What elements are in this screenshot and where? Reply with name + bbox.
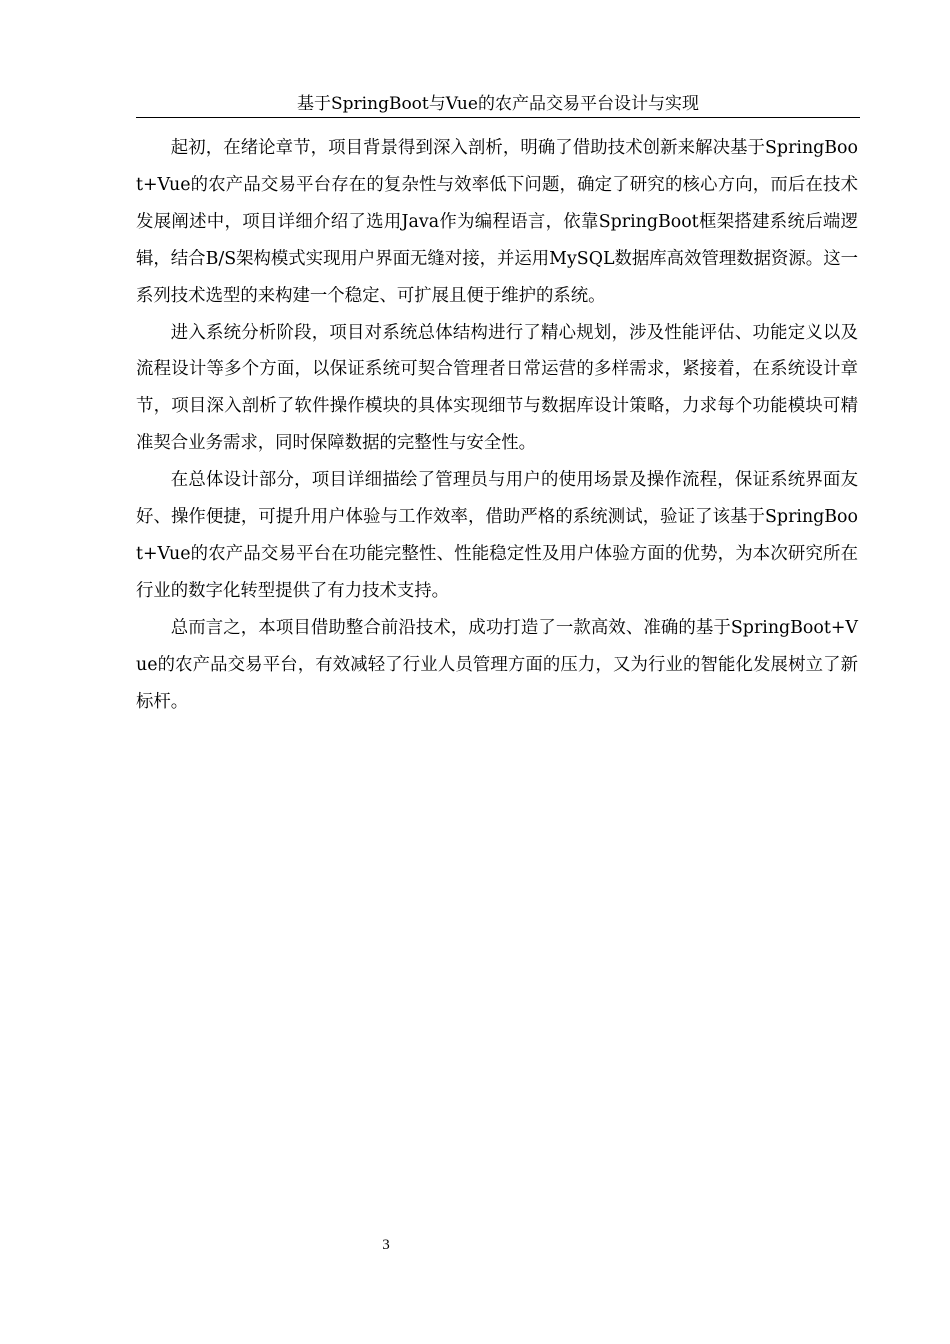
paragraph-3: 在总体设计部分，项目详细描绘了管理员与用户的使用场景及操作流程，保证系统界面友好、操作便捷，可提升用户体验与工作效率，借助严格的系统测试，验证了该基于SpringBoot+Vue的农产品交易平台在功能完整性、性能稳定性及用户体验方面的优势，为本次研究所在行业的数字化转型提供了有力技术支持。: [136, 470, 858, 601]
paragraph-1: 起初，在绪论章节，项目背景得到深入剖析，明确了借助技术创新来解决基于SpringBoot+Vue的农产品交易平台存在的复杂性与效率低下问题，确定了研究的核心方向，而后在技术发展阐述中，项目详细介绍了选用Java作为编程语言，依靠SpringBoot框架搭建系统后端逻辑，结合B/S架构模式实现用户界面无缝对接，并运用MySQL数据库高效管理数据资源。这一系列技术选型的来构建一个稳定、可扩展且便于维护的系统。: [136, 138, 858, 306]
page-number: 3: [382, 1237, 390, 1253]
paragraph-2: 进入系统分析阶段，项目对系统总体结构进行了精心规划，涉及性能评估、功能定义以及流程设计等多个方面，以保证系统可契合管理者日常运营的多样需求，紧接着，在系统设计章节，项目深入剖析了软件操作模块的具体实现细节与数据库设计策略，力求每个功能模块可精准契合业务需求，同时保障数据的完整性与安全性。: [136, 322, 858, 454]
body-text: [136, 130, 858, 721]
running-header: 基于SpringBoot与Vue的农产品交易平台设计与实现: [297, 94, 699, 114]
paragraph-4: 总而言之，本项目借助整合前沿技术，成功打造了一款高效、准确的基于SpringBoot+Vue的农产品交易平台，有效减轻了行业人员管理方面的压力，又为行业的智能化发展树立了新标杆。: [136, 617, 858, 712]
header-rule: [136, 117, 860, 118]
